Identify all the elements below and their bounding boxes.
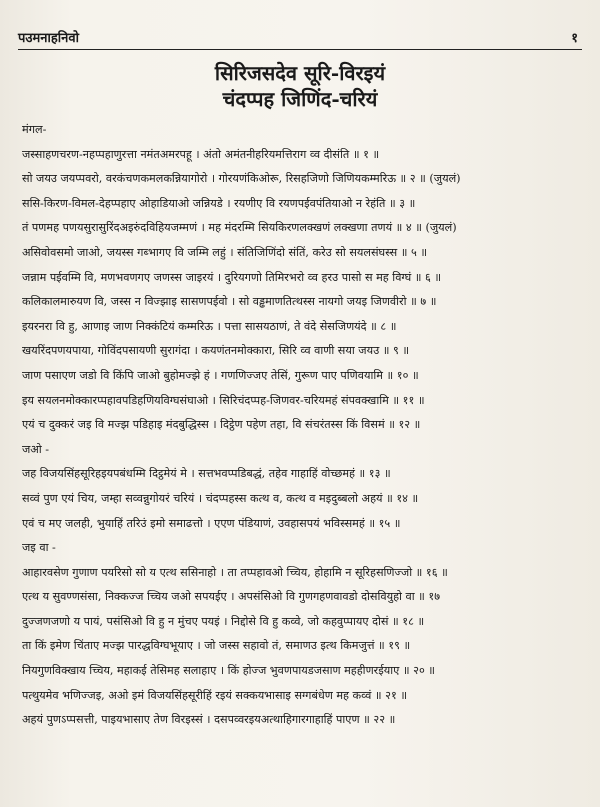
verse-line: पत्थुयमेव भणिज्जइ, अओ इमं विजयसिंहसूरीहिं रइयं सक्कयभासाइ सग्गबंधेण मह कव्वं ॥ २१ ॥ <box>22 688 408 702</box>
verse-line: कलिकालमारुयण वि, जस्स न विज्झाइ सासणपईवो । सो वड्ढमाणतित्थस्स नायगो जयइ जिणवीरो ॥ ७ ॥ <box>22 295 437 309</box>
verse-line: ससि-किरण-विमल-देहप्पहाए ओहाडियाओ जन्नियडे । रयणीए वि रयणपईवपंतियाओ न रेहंति ॥ ३ ॥ <box>22 196 416 210</box>
verse-line: दुज्जणजणो य पायं, पसंसिओ वि हु न मुंचए पयइं । निद्दोसे वि हु कव्वे, जो कहवुप्पायए दोसं ॥ १८ ॥ <box>22 614 425 628</box>
verse-line: सो जयउ जयप्पवरो, वरकंचणकमलकन्नियागोरो । गोरयणंकिओरू, रिसहजिणो जिणियकम्मरिऊ ॥ २ ॥ (जुयलं) <box>22 172 461 186</box>
verse-line: जह विजयसिंहसूरिहइयपबंधम्मि दिट्ठमेयं मे । सत्तभवप्पडिबद्धं, तहेव गाहाहिं वोच्छमहं ॥ १३ ॥ <box>22 467 391 481</box>
verse-line: जाण पसाएण जडो वि किंपि जाओ बुहोमज्झे हं । गणणिज्जए तेसिं, गुरूण पाए पणिवयामि ॥ १० ॥ <box>22 368 419 382</box>
verse-line: खयरिंदपणयपाया, गोविंदपसायणी सुरागंदा । कयणंतनमोक्कारा, सिरि व्व वाणी सया जयउ ॥ ९ ॥ <box>22 344 410 358</box>
verse-line: एवं च मए जलही, भुयाहिं तरिउं इमो समाढत्तो । एएण पंडियाणं, उवहासपयं भविस्समहं ॥ १५ ॥ <box>22 516 401 530</box>
verse-line: एयं च दुक्करं जइ वि मज्झ पडिहाइ मंदबुद्धिस्स । दिट्ठेण पहेण तहा, वि संचरंतस्स किं विसमं ॥ १२ ॥ <box>22 418 421 432</box>
verse-line: जन्नाम पईवम्मि वि, मणभवणगए जणस्स जाइरयं । दुरियगणो तिमिरभरो व्व हरउ पासो स मह विग्घं ॥ ६ ॥ <box>22 270 442 284</box>
verse-line: नियगुणविक्खाय च्चिय, महाकई तेसिमह सलाहाए । किं होज्ज भुवणपायडजसाण महहीणरईयाए ॥ २० ॥ <box>22 664 436 678</box>
verse-line: इयरनरा वि हु, आणाइ जाण निक्कंटियं कम्मरिऊ । पत्ता सासयठाणं, ते वंदे सेसजिणयंदे ॥ ८ ॥ <box>22 319 397 333</box>
verse-line: अहयं पुणऽप्पसत्ती, पाइयभासाए तेण विरइस्सं । दसपव्वरइयअत्थाहिगारगाहाहिं पाएण ॥ २२ ॥ <box>22 713 396 727</box>
title-line-1: सिरिजसदेव सूरि-विरइयं <box>214 61 386 85</box>
title-line-2: चंदप्पह जिणिंद-चरियं <box>222 87 378 111</box>
verse-line: इय सयलनमोक्कारप्पहावपडिहणियविग्घसंघाओ । सिरिचंदप्पह-जिणवर-चरियमहं संपवक्खामि ॥ ११ ॥ <box>22 393 425 407</box>
verse-line: सव्वं पुण एयं चिय, जम्हा सव्वन्नुगोयरं चरियं । चंदप्पहस्स कत्थ व, कत्थ व मइदुब्बलो अहयं ॥ १४ ॥ <box>22 491 419 505</box>
verse-line: ता किं इमेण चिंताए मज्झ पारद्धविग्घभूयाए । जो जस्स सहावो तं, समाणउ इत्थ किमजुत्तं ॥ १९ ॥ <box>22 639 411 653</box>
verse-line: तं पणमह पणयसुरासुरिंदअइरुंदविहियजम्मणं । मह मंदरम्मि सियकिरणलक्खणं लक्खणा तणयं ॥ ४ ॥ (जुयलं) <box>22 221 457 235</box>
verse-line: आहारवसेण गुणाण पयरिसो सो य एत्थ ससिनाहो । ता तप्पहावओ च्चिय, होहामि न सूरिहसणिज्जो ॥ १६ ॥ <box>22 565 448 579</box>
section-label: जओ - <box>22 442 50 456</box>
running-head: पउमनाहनिवो <box>18 31 79 46</box>
verse-line: एत्थ य सुवण्णसंसा, निक्कज्ज च्चिय जओ सपयईए । अपसंसिओ वि गुणगहणवावडो दोसवियुहो वा ॥ १७ <box>22 590 441 604</box>
verse-line: असिवोवसमो जाओ, जयस्स गब्भागए वि जम्मि लहुं । संतिजिणिंदो संतिं, करेउ सो सयलसंघस्स ॥ ५ ॥ <box>22 245 428 259</box>
verse-text <box>18 118 582 733</box>
section-label: मंगल- <box>22 123 47 136</box>
verse-line: जस्साहणचरण-नहप्पहाणुरत्ता नमंतअमरपहू । अंतो अमंतनीहरियमत्तिराग व्व दीसंति ॥ १ ॥ <box>22 147 380 161</box>
page-number: १ <box>571 31 578 46</box>
page-header <box>18 28 582 50</box>
section-label: जइ वा - <box>22 541 56 555</box>
